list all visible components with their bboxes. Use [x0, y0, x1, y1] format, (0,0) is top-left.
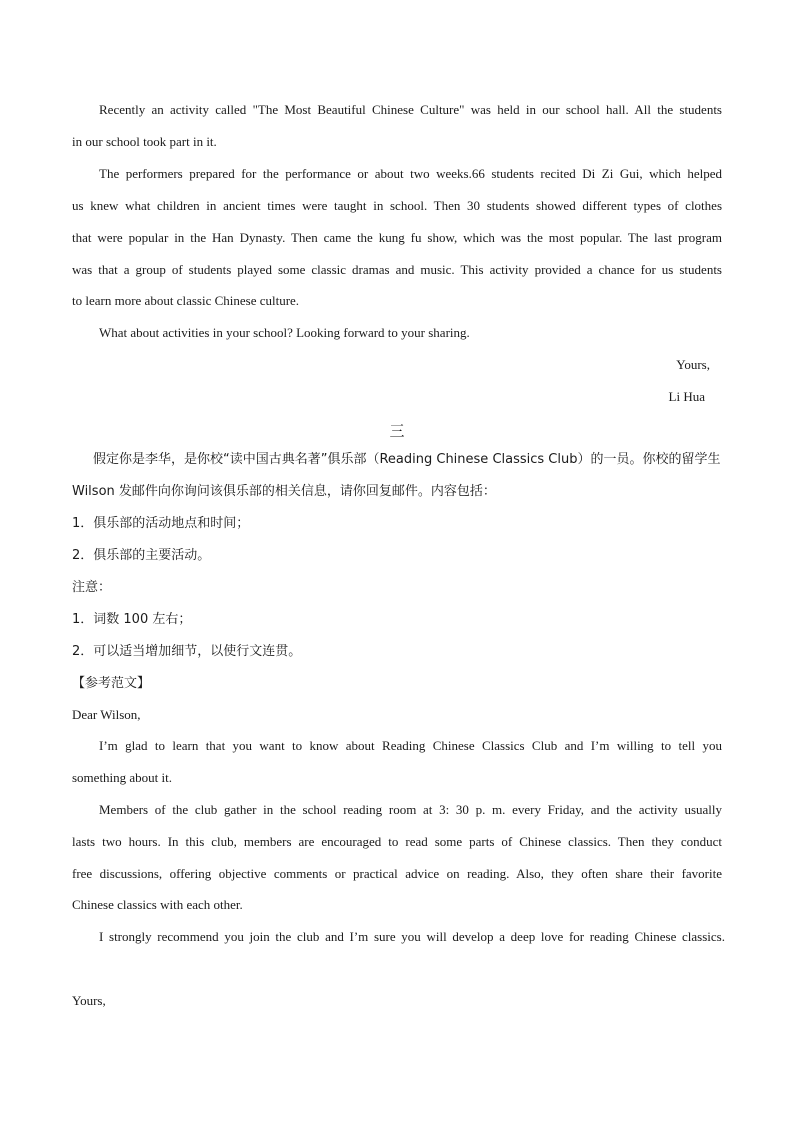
letter1-para1-line2: in our school took part in it.	[72, 134, 217, 149]
sample-label: 【参考范文】	[72, 676, 151, 691]
letter2-para1-line2: something about it.	[72, 770, 173, 785]
letter1-signature: Li Hua	[668, 389, 705, 404]
letter2-para2-line2: lasts two hours. In this club, members are encouraged to read some parts of Chinese classics. Then they conduct	[72, 834, 722, 849]
letter1-para1-line1: Recently an activity called "The Most Beautiful Chinese Culture" was held in our school hall. All the students	[99, 102, 722, 117]
task-item1: 1．俱乐部的活动地点和时间；	[72, 516, 250, 531]
letter2-para2-line4: Chinese classics with each other.	[72, 897, 243, 912]
letter2-para3-line1: I strongly recommend you join the club and I’m sure you will develop a deep love for reading Chinese classics.	[99, 929, 725, 944]
letter1-para2-line1: The performers prepared for the performance or about two weeks.66 students recited Di Zi Gui, which helped	[99, 166, 722, 181]
letter2-closing: Yours,	[72, 993, 106, 1008]
letter1-para2-line3: that were popular in the Han Dynasty. Then came the kung fu show, which was the most popular. The last program	[72, 230, 722, 245]
letter1-para2-line5: to learn more about classic Chinese culture.	[72, 293, 300, 308]
note-item2: 2．可以适当增加细节，以使行文连贯。	[72, 644, 302, 659]
letter1-para3-line1: What about activities in your school? Looking forward to your sharing.	[99, 325, 470, 340]
task-item2: 2．俱乐部的主要活动。	[72, 548, 211, 563]
note-label: 注意：	[72, 580, 112, 595]
letter2-para2-line3: free discussions, offering objective comments or practical advice on reading. Also, they often share their favorite	[72, 866, 722, 881]
letter2-salutation: Dear Wilson,	[72, 707, 141, 722]
task-line1: 假定你是李华，是你校“读中国古典名著”俱乐部（Reading Chinese Classics Club）的一员。你校的留学生	[93, 452, 721, 467]
letter1-para2-line2: us knew what children in ancient times were taught in school. Then 30 students showed different types of clothes	[72, 198, 722, 213]
section-number: 三	[389, 422, 405, 440]
letter1-closing: Yours,	[676, 357, 710, 372]
letter2-para2-line1: Members of the club gather in the school reading room at 3: 30 p. m. every Friday, and the activity usually	[99, 802, 722, 817]
task-line2: Wilson 发邮件向你询问该俱乐部的相关信息，请你回复邮件。内容包括：	[72, 484, 496, 499]
note-item1: 1．词数 100 左右；	[72, 612, 192, 627]
letter1-para2-line4: was that a group of students played some classic dramas and music. This activity provided a chance for us students	[72, 262, 722, 277]
letter2-para1-line1: I’m glad to learn that you want to know about Reading Chinese Classics Club and I’m willing to tell you	[99, 738, 722, 753]
